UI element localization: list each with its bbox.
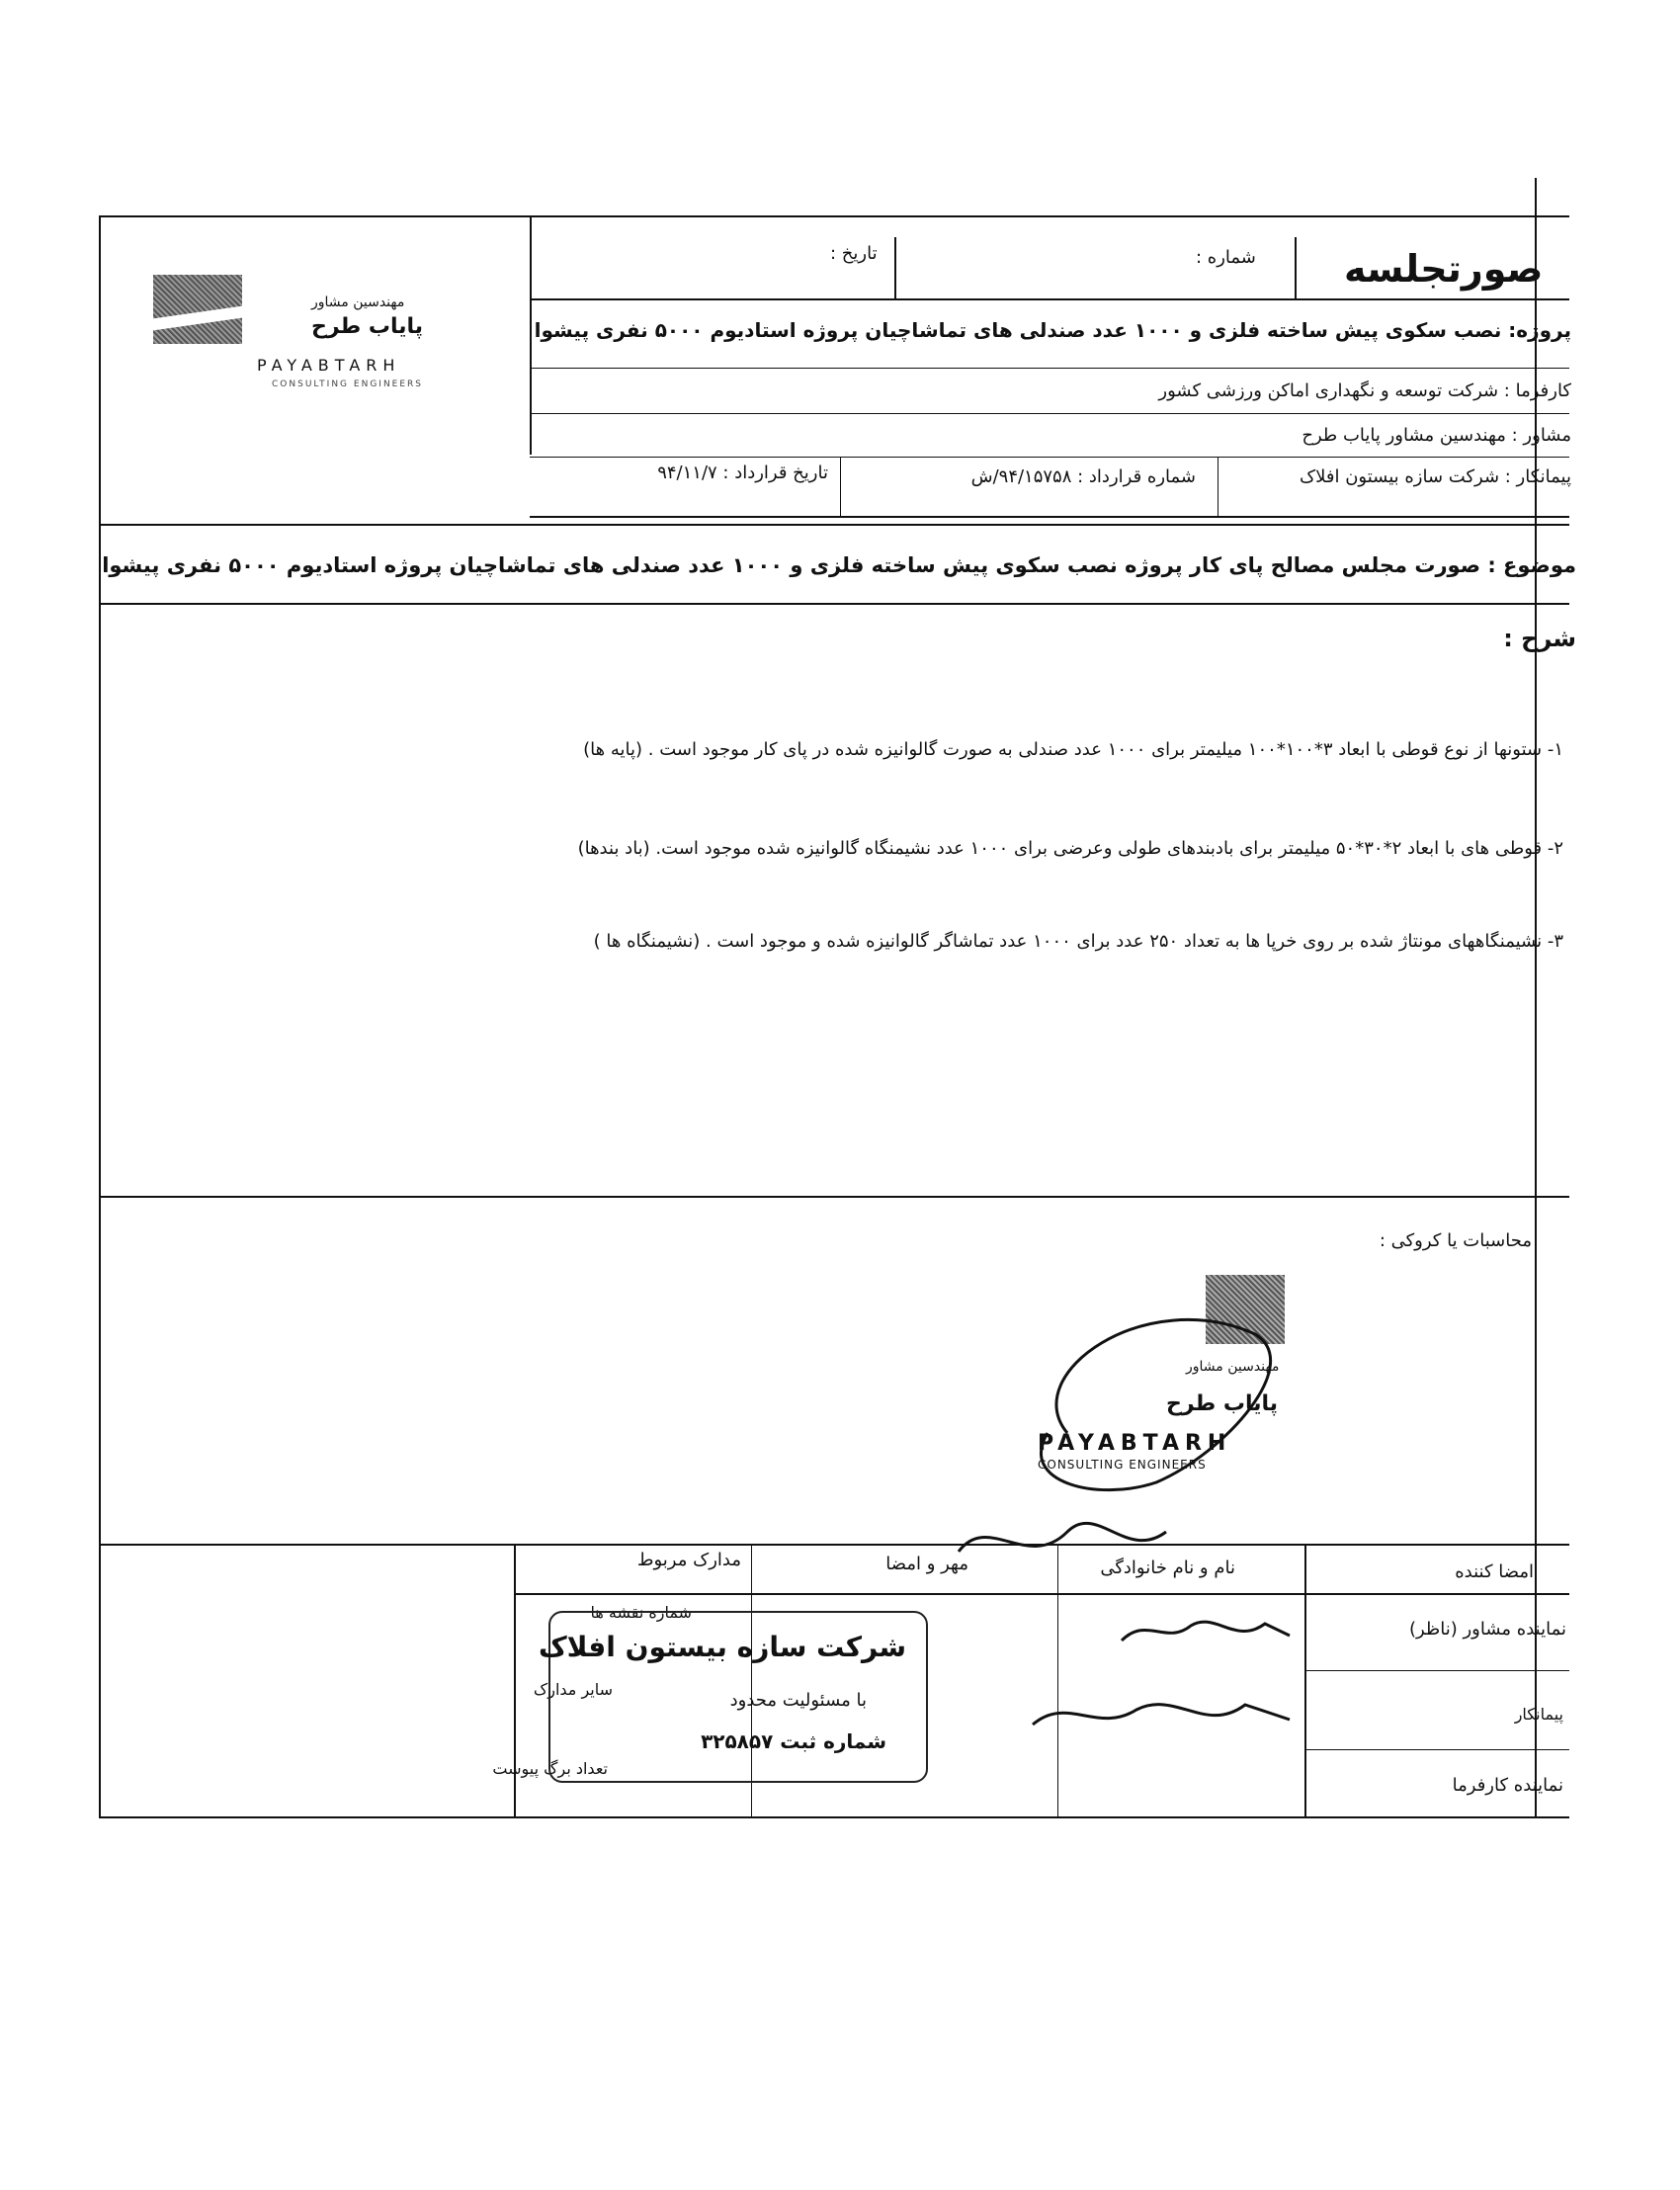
docs-attachments: تعداد برگ پیوست bbox=[492, 1759, 608, 1778]
description-label: شرح : bbox=[1503, 625, 1576, 652]
signature-supervisor bbox=[1117, 1606, 1295, 1655]
stamp-en-name: PAYABTARH bbox=[1038, 1431, 1232, 1456]
subject-line: موضوع : صورت مجلس مصالح پای کار پروژه نصب سکوی پیش ساخته فلزی و ۱۰۰۰ عدد صندلی های تماشاچیان پروژه استادیوم ۵۰۰۰ نفری پیشوا bbox=[102, 553, 1576, 577]
logo-divider bbox=[530, 215, 532, 455]
page-title: صورتجلسه bbox=[1344, 247, 1544, 291]
stamp-en-sub: CONSULTING ENGINEERS bbox=[1038, 1458, 1207, 1472]
item-3: ۳- نشیمنگاههای مونتاژ شده بر روی خرپا ها به تعداد ۲۵۰ عدد برای ۱۰۰۰ عدد تماشاگر گالوانیزه شده و موجود است . (نشیمنگاه ها ) bbox=[593, 931, 1563, 952]
project-line: پروژه: نصب سکوی پیش ساخته فلزی و ۱۰۰۰ عدد صندلی های تماشاچیان پروژه استادیوم ۵۰۰۰ نفری پیشوا bbox=[534, 318, 1571, 342]
calc-label: محاسبات یا کروکی : bbox=[1379, 1230, 1532, 1251]
table-col1 bbox=[1304, 1544, 1306, 1816]
stamp-fa-small: مهندسین مشاور bbox=[1186, 1359, 1280, 1375]
contract-date: تاریخ قرارداد : ۹۴/۱۱/۷ bbox=[657, 463, 828, 483]
header-bottom bbox=[530, 298, 1569, 300]
company-seal bbox=[539, 1611, 928, 1783]
stamp-fa-name: پایاب طرح bbox=[1166, 1391, 1279, 1416]
table-row1-bottom bbox=[1304, 1670, 1569, 1671]
seal-name: شرکت سازه بیستون افلاک bbox=[539, 1631, 906, 1663]
calc-top bbox=[99, 1196, 1569, 1198]
table-header-docs: مدارک مربوط bbox=[636, 1550, 741, 1570]
info-line3 bbox=[530, 457, 1569, 458]
employer-line: کارفرما : شرکت توسعه و نگهداری اماکن ورزشی کشور bbox=[1158, 380, 1571, 401]
seal-line2: با مسئولیت محدود bbox=[729, 1690, 867, 1711]
logo-en-name: PAYABTARH bbox=[257, 356, 401, 375]
subject-bottom bbox=[99, 603, 1569, 605]
row-supervisor: نماینده مشاور (ناظر) bbox=[1408, 1619, 1566, 1640]
date-label: تاریخ : bbox=[830, 243, 878, 264]
table-header-stamp: مهر و امضا bbox=[885, 1554, 968, 1574]
info-sep2 bbox=[840, 457, 841, 516]
subject-top bbox=[99, 524, 1569, 526]
table-col2 bbox=[1057, 1544, 1058, 1816]
info-line1 bbox=[530, 368, 1569, 369]
header-sep2 bbox=[1295, 237, 1297, 298]
contractor-line: پیمانکار : شرکت سازه بیستون افلاک bbox=[1300, 466, 1571, 487]
contract-number: شماره قرارداد : ۹۴/۱۵۷۵۸/ش bbox=[970, 466, 1196, 487]
logo-en-sub: CONSULTING ENGINEERS bbox=[272, 379, 424, 389]
table-header-bottom bbox=[514, 1593, 1569, 1595]
number-label: شماره : bbox=[1196, 247, 1256, 268]
logo-fa-small: مهندسین مشاور bbox=[311, 295, 405, 310]
frame-right bbox=[1535, 178, 1537, 1818]
signature-scribble bbox=[929, 1255, 1344, 1591]
frame-left bbox=[99, 215, 101, 1816]
table-bottom bbox=[99, 1816, 1569, 1818]
docs-other: سایر مدارک bbox=[533, 1680, 613, 1699]
table-top bbox=[99, 1544, 1569, 1546]
row-contractor: پیمانکار bbox=[1514, 1705, 1563, 1724]
consultant-line: مشاور : مهندسین مشاور پایاب طرح bbox=[1302, 425, 1571, 446]
seal-reg: شماره ثبت ۳۲۵۸۵۷ bbox=[701, 1729, 886, 1753]
item-1: ۱- ستونها از نوع قوطی با ابعاد ۳*۱۰۰*۱۰۰ میلیمتر برای ۱۰۰۰ عدد صندلی به صورت گالوانیزه شده در پای کار موجود است . (پایه ها) bbox=[583, 739, 1563, 760]
company-logo-icon bbox=[153, 275, 242, 344]
table-header-name: نام و نام خانوادگی bbox=[1100, 1558, 1235, 1578]
table-header-signer: امضا کننده bbox=[1455, 1561, 1534, 1582]
info-line2 bbox=[530, 413, 1569, 414]
row-employer: نماینده کارفرما bbox=[1452, 1775, 1563, 1796]
signature-contractor bbox=[1028, 1685, 1295, 1744]
table-row2-bottom bbox=[1304, 1749, 1569, 1750]
logo-block bbox=[99, 217, 532, 455]
logo-fa-name: پایاب طرح bbox=[311, 314, 424, 339]
header-sep1 bbox=[894, 237, 896, 298]
docs-drawings: شماره نقشه ها bbox=[590, 1603, 692, 1622]
info-bottom bbox=[530, 516, 1569, 518]
item-2: ۲- قوطی های با ابعاد ۲*۳۰*۵۰ میلیمتر برای بادبندهای طولی وعرضی برای ۱۰۰۰ عدد نشیمنگاه گالوانیزه شده موجود است. (باد بندها) bbox=[577, 838, 1563, 859]
